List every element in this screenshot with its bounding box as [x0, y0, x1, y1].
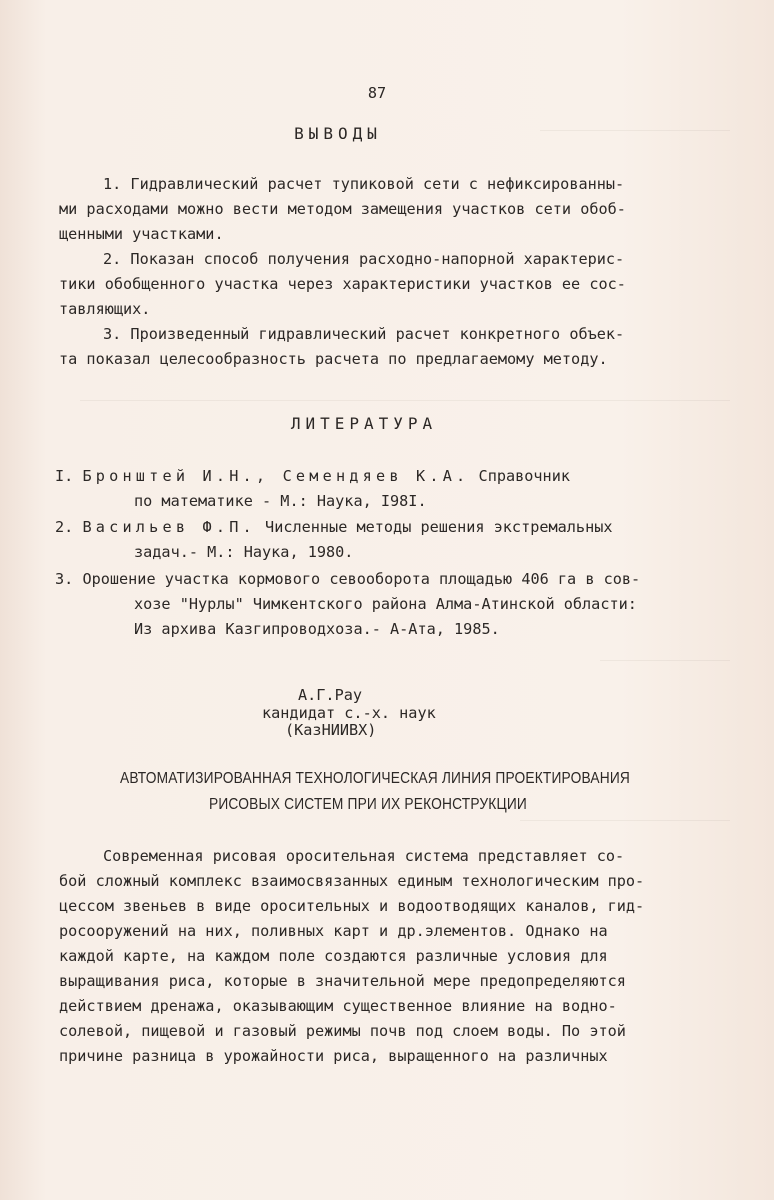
- author-name: А.Г.Рау: [298, 686, 363, 704]
- paragraph-line: солевой, пищевой и газовый режимы почв под слоем воды. По этой: [59, 1022, 626, 1040]
- paragraph-line: действием дренажа, оказывающим существенное влияние на водно-: [59, 997, 617, 1015]
- conclusion-line: тавляющих.: [59, 300, 151, 318]
- reference-title: Орошение участка кормового севооборота площадью 406 га в сов-: [82, 570, 641, 588]
- reference-item: [55, 469, 570, 484]
- reference-number: 2.: [55, 518, 83, 536]
- paragraph-line: причине разница в урожайности риса, выращенного на различных: [59, 1047, 608, 1065]
- reference-authors: Васильев Ф.П.: [82, 518, 256, 536]
- article-title: РИСОВЫХ СИСТЕМ ПРИ ИХ РЕКОНСТРУКЦИИ: [209, 796, 527, 813]
- conclusion-line: 2. Показан способ получения расходно-напорной характерис-: [103, 250, 625, 268]
- reference-number: 3.: [55, 570, 83, 588]
- paragraph-line: Современная рисовая оросительная система представляет со-: [103, 847, 625, 865]
- conclusion-line: 3. Произведенный гидравлический расчет конкретного объек-: [103, 325, 625, 343]
- paragraph-line: цессом звеньев в виде оросительных и водоотводящих каналов, гид-: [59, 897, 645, 915]
- conclusion-line: щенными участками.: [59, 225, 224, 243]
- conclusions-title: ВЫВОДЫ: [294, 124, 382, 143]
- conclusion-line: ми расходами можно вести методом замещения участков сети обоб-: [59, 200, 626, 218]
- reference-title: Справочник: [469, 467, 570, 485]
- reference-item: [55, 520, 613, 535]
- paragraph-line: росооружений на них, поливных карт и др.элементов. Однако на: [59, 922, 608, 940]
- reference-continuation: хозе "Нурлы" Чимкентского района Алма-Атинской области:: [134, 595, 637, 613]
- literature-title: ЛИТЕРАТУРА: [290, 414, 438, 433]
- article-title: АВТОМАТИЗИРОВАННАЯ ТЕХНОЛОГИЧЕСКАЯ ЛИНИЯ ПРОЕКТИРОВАНИЯ: [120, 770, 631, 787]
- reference-continuation: по математике - М.: Наука, I98I.: [134, 492, 427, 510]
- paragraph-line: бой сложный комплекс взаимосвязанных единым технологическим про-: [59, 872, 645, 890]
- author-degree: кандидат с.-х. наук: [262, 704, 436, 722]
- conclusion-line: 1. Гидравлический расчет тупиковой сети с нефиксированны-: [103, 175, 625, 193]
- paragraph-line: выращивания риса, которые в значительной мере предопределяются: [59, 972, 626, 990]
- conclusion-line: тики обобщенного участка через характеристики участков ее сос-: [59, 275, 626, 293]
- reference-title: Численные методы решения экстремальных: [255, 518, 613, 536]
- author-affiliation: (КазНИИВХ): [285, 721, 377, 739]
- reference-continuation: Из архива Казгипроводхоза.- А-Ата, 1985.: [134, 620, 500, 638]
- reference-item: [55, 572, 640, 587]
- page-number: 87: [367, 84, 387, 102]
- reference-continuation: задач.- М.: Наука, 1980.: [134, 543, 354, 561]
- reference-authors: Бронштей И.Н., Семендяев К.А.: [82, 467, 470, 485]
- reference-number: I.: [55, 467, 83, 485]
- paragraph-line: каждой карте, на каждом поле создаются различные условия для: [59, 947, 608, 965]
- conclusion-line: та показал целесообразность расчета по предлагаемому методу.: [59, 350, 608, 368]
